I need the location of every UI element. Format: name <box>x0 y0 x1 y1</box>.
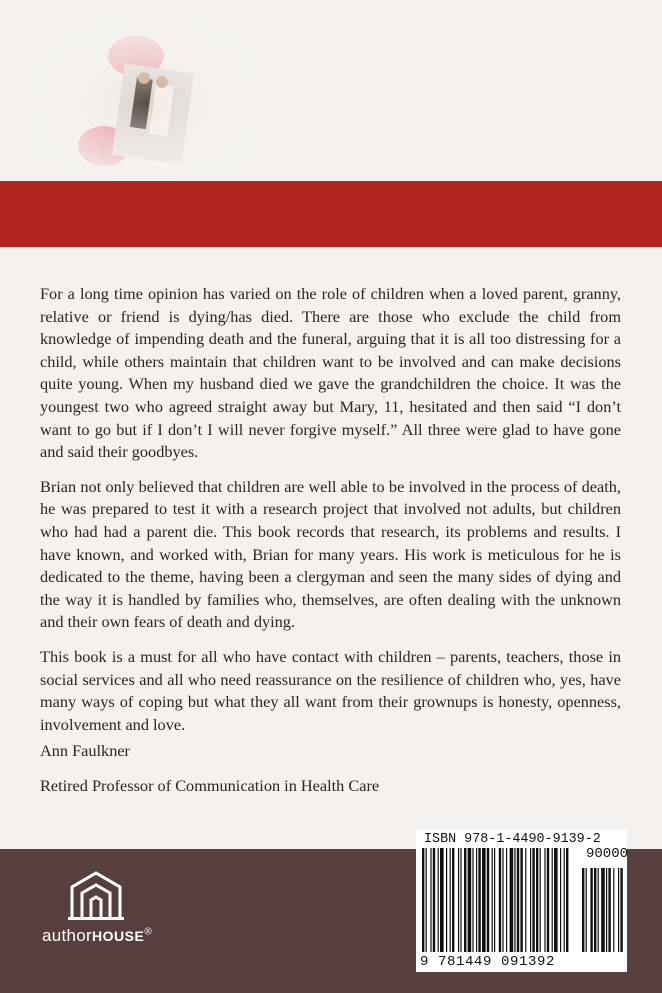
barcode-bar <box>433 848 435 952</box>
barcode-bar <box>438 848 439 952</box>
barcode-bar <box>430 848 431 952</box>
paragraph-2: Brian not only believed that children are well able to be involved in the process of death, he was prepared to test it with a research project that involved not adults, but children who had had a parent die. This book records that research, its problems and results. I have known, and worked with, Brian for many years. His work is meticulous for he is dedicated to the theme, having been a clergyman and seen the many sides of dying and the way it is handled by families who, themselves, are often dealing with the unknown and their own fears of death and dying. <box>40 476 621 632</box>
barcode-bar <box>514 848 515 952</box>
barcode-bar <box>530 848 531 952</box>
barcode-bar <box>517 848 519 952</box>
barcode-bar <box>552 848 553 952</box>
barcode-bar <box>426 848 427 952</box>
barcode-bar <box>547 848 549 952</box>
barcode-bar <box>446 848 447 952</box>
barcode-bars <box>420 848 624 954</box>
barcode-bar <box>440 848 444 952</box>
price-bar <box>590 868 592 952</box>
barcode-bar <box>468 848 472 952</box>
authorhouse-logo-icon <box>42 865 202 925</box>
barcode-bar <box>478 848 480 952</box>
barcode-bar <box>482 848 486 952</box>
publisher-name-lower: author <box>42 926 93 945</box>
barcode-bar <box>525 848 526 952</box>
publisher-name <box>42 926 152 946</box>
barcode-bar <box>450 848 451 952</box>
barcode-bar <box>487 848 489 952</box>
price-bar <box>608 868 610 952</box>
barcode-bar <box>510 848 514 952</box>
barcode-bar <box>422 848 424 952</box>
barcode-bar <box>502 848 503 952</box>
signature-title: Retired Professor of Communication in Health Care <box>40 775 380 795</box>
price-bar <box>598 868 599 952</box>
isbn-barcode <box>416 830 627 972</box>
barcode-bar <box>520 848 522 952</box>
barcode-bar <box>540 848 541 952</box>
red-band <box>0 181 662 247</box>
barcode-bar <box>460 848 461 952</box>
barcode-bar <box>554 848 558 952</box>
barcode-bar <box>560 848 561 952</box>
price-bar <box>620 868 622 952</box>
signature-name: Ann Faulkner <box>40 741 130 761</box>
barcode-bar <box>472 848 473 952</box>
price-bar <box>601 868 605 952</box>
barcode-bar <box>536 848 538 952</box>
price-bar <box>618 868 619 952</box>
paragraph-3: This book is a must for all who have contact with children – parents, teachers, those in social services and all who need reassurance on the resilience of children who, yes, have many ways of coping but what they all want from their grownups is honesty, openness, involvement and love. <box>40 646 621 734</box>
barcode-bar <box>458 848 459 952</box>
price-bar <box>613 868 614 952</box>
barcode-bar <box>476 848 477 952</box>
publisher-name-caps: HOUSE <box>92 928 145 944</box>
barcode-bar <box>499 848 501 952</box>
price-bar <box>606 868 607 952</box>
isbn-label: ISBN 978-1-4490-9139-2 <box>424 832 601 847</box>
barcode-bar <box>564 848 565 952</box>
registered-mark: ® <box>144 926 152 938</box>
price-bar <box>586 868 587 952</box>
barcode-bar <box>492 848 493 952</box>
paragraph-1: For a long time opinion has varied on the role of children when a loved parent, granny, relative or friend is dying/has died. There are those who exclude the child from knowledge of impending death and the funeral, arguing that it is all too distressing for a child, while others maintain that children want to be involved and can make decisions quite young. When my husband died we gave the grandchildren the choice. It was the youngest two who agreed straight away but Mary, 11, hesitated and then said “I don’t want to go but if I don’t I will never forgive myself.” All three were glad to have gone and said their goodbyes. <box>40 284 621 462</box>
price-code: 90000 <box>586 846 629 862</box>
price-bar <box>582 868 584 952</box>
barcode-bar <box>494 848 495 952</box>
cover-photo <box>36 28 258 178</box>
barcode-bar <box>452 848 454 952</box>
isbn-number: 9 781449 091392 <box>420 954 556 970</box>
barcode-bar <box>506 848 507 952</box>
price-bar <box>594 868 596 952</box>
back-cover-text <box>40 283 621 809</box>
barcode-bar <box>566 848 568 952</box>
barcode-bar <box>464 848 466 952</box>
barcode-bar <box>532 848 534 952</box>
barcode-bar <box>544 848 545 952</box>
